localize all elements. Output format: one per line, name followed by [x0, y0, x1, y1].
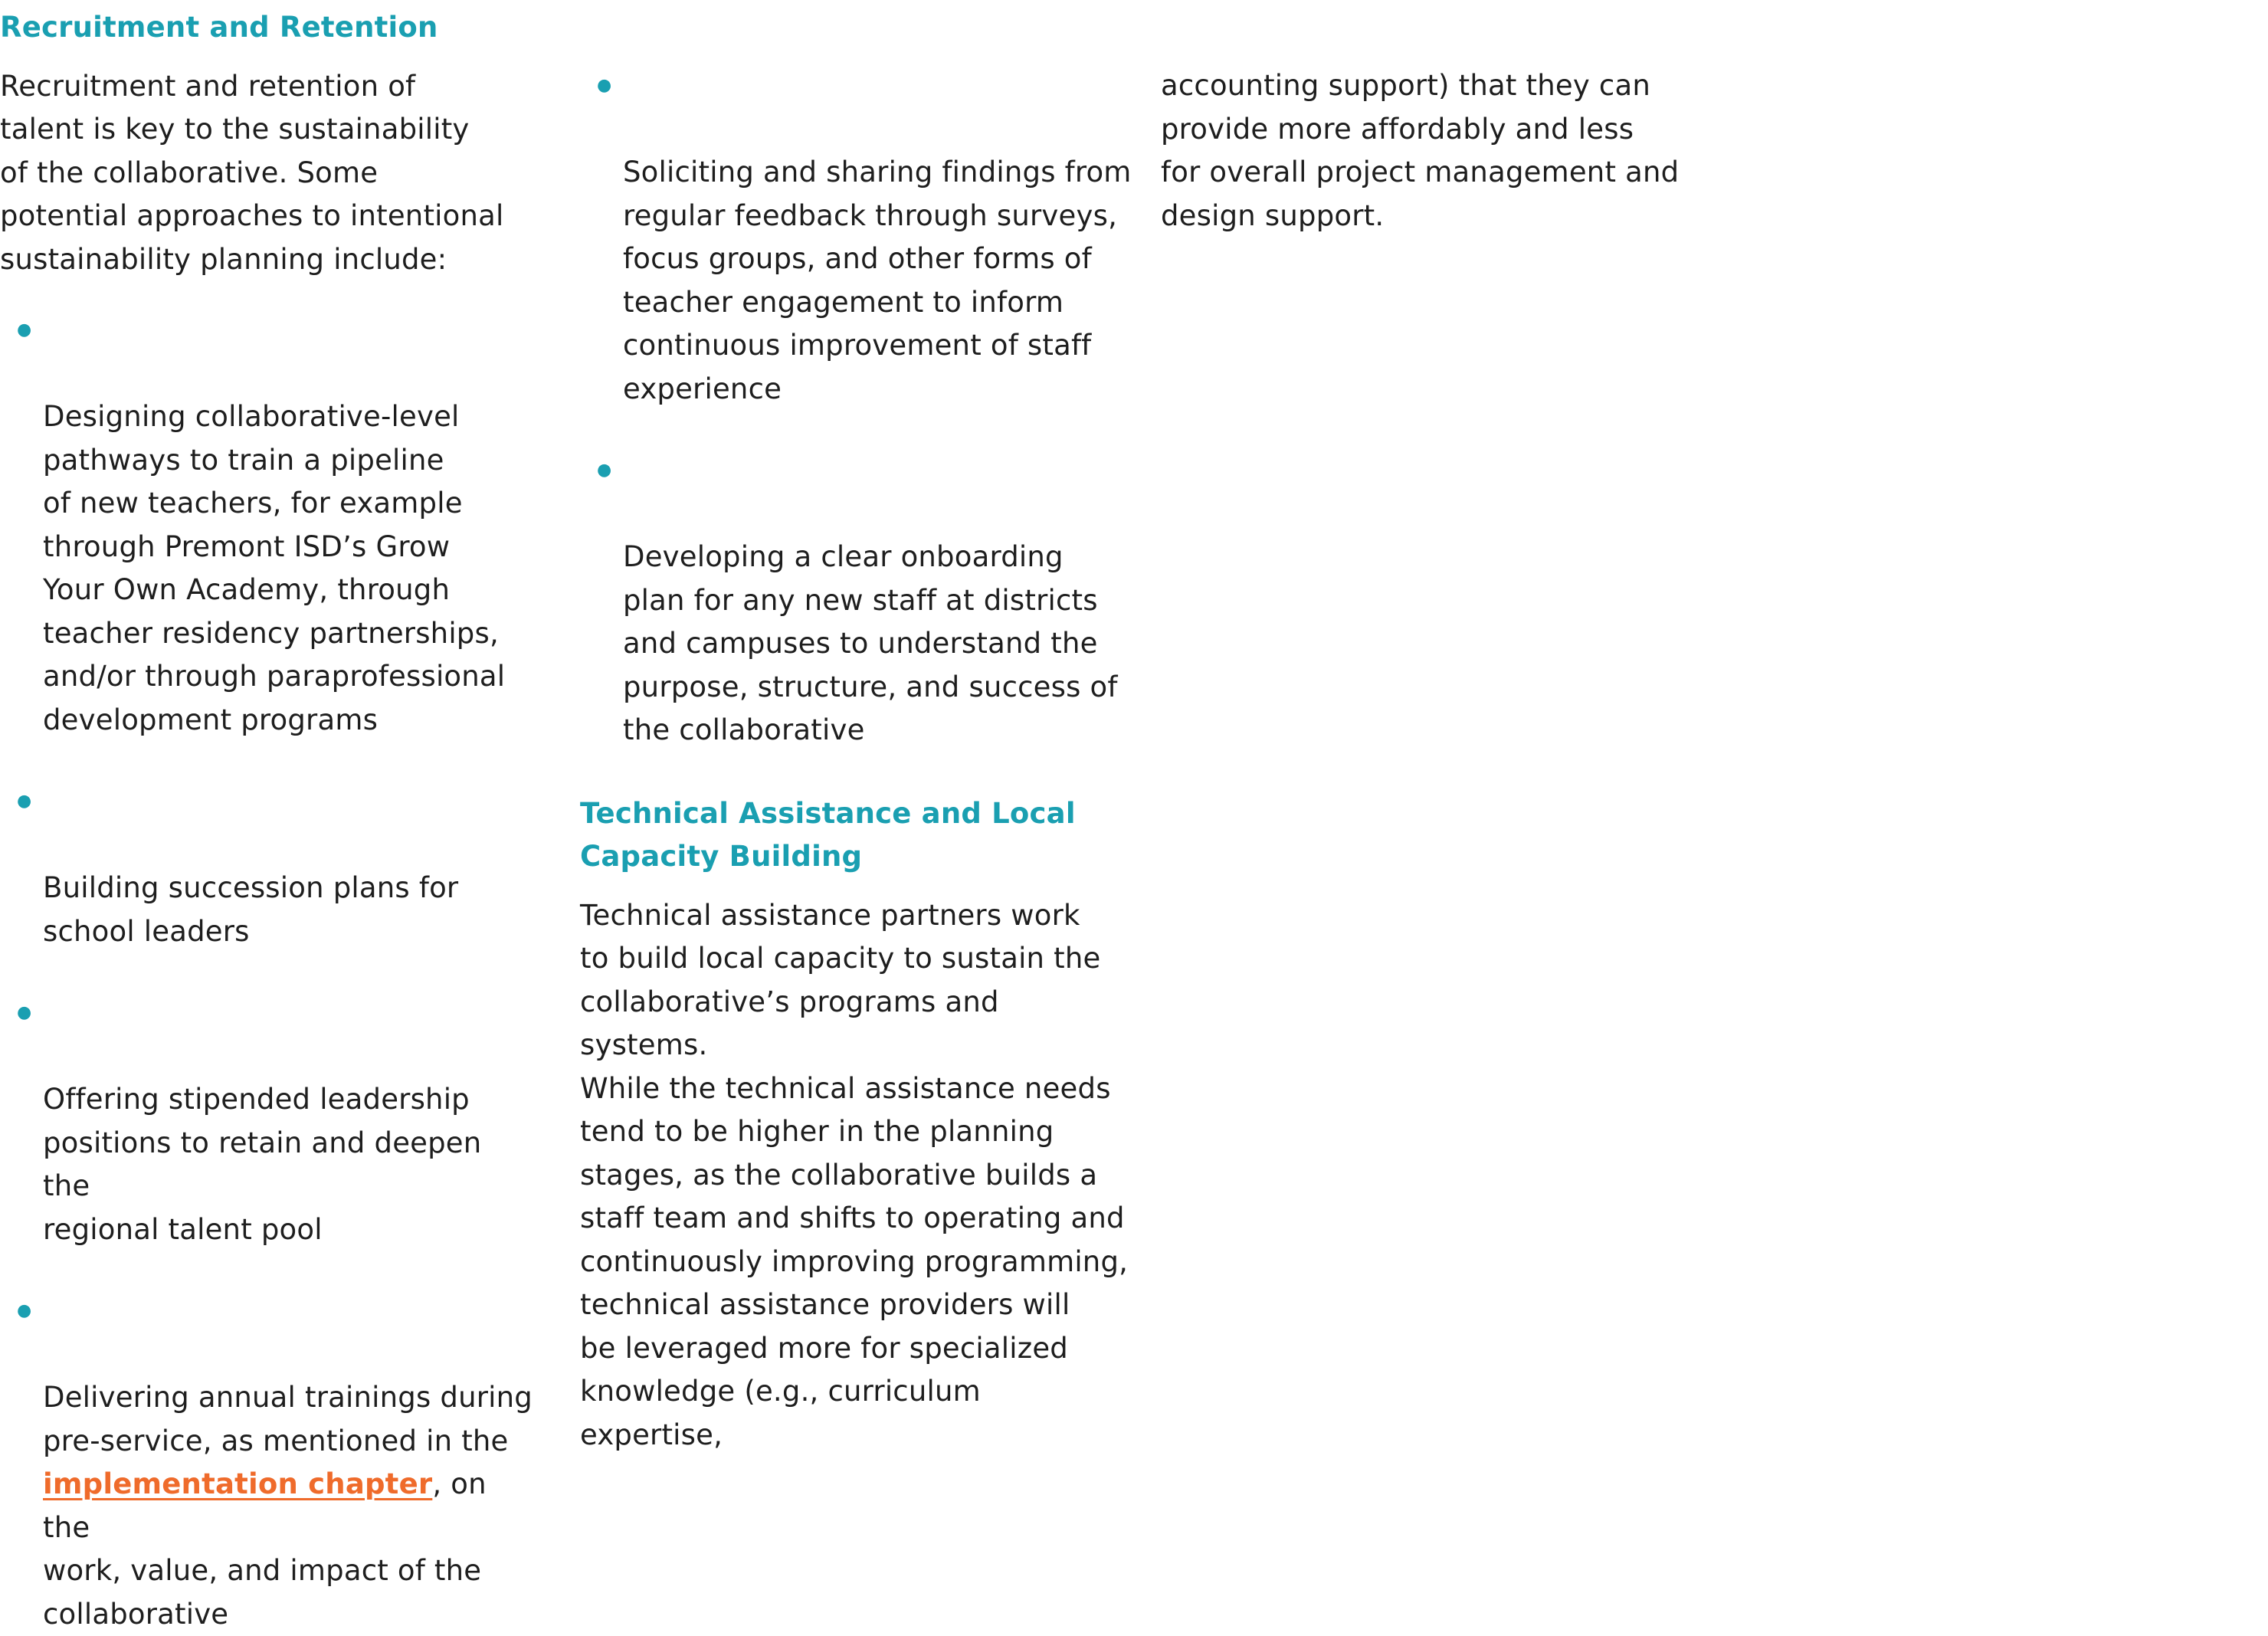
list-item-text: Soliciting and sharing findings from regular feedback through surveys, focus groups, and other forms of teacher engagement to inform continuous improvement of staff experience [623, 156, 1132, 405]
implementation-chapter-link[interactable]: implementation chapter [43, 1467, 433, 1500]
list-item [0, 309, 536, 742]
list-item-text: Offering stipended leadership positions to retain and deepen the regional talent pool [43, 1083, 482, 1246]
bullet-icon: ● [597, 461, 612, 480]
list-item [0, 780, 536, 953]
list-item-text: Designing collaborative-level pathways to train a pipeline of new teachers, for example through Premont ISD’s Grow Your Own Academy, through teacher residency partnerships, and/or through paraprofessional development programs [43, 400, 506, 736]
bullet-icon: ● [17, 1003, 32, 1022]
bullet-icon: ● [597, 76, 612, 95]
list-item-text-before-link: Delivering annual trainings during pre-service, as mentioned in the [43, 1381, 533, 1457]
list-item-text: Building succession plans for school leaders [43, 871, 459, 948]
recruitment-bullet-list [0, 309, 536, 1636]
list-item [0, 1290, 536, 1636]
column-3 [1161, 64, 1712, 238]
list-item [580, 449, 1132, 752]
column-2-bullet-list [580, 64, 1132, 752]
list-item [0, 992, 536, 1251]
bullet-icon: ● [17, 792, 32, 811]
column-2 [580, 0, 1132, 1457]
section-heading-technical-assistance: Technical Assistance and Local Capacity Building [580, 796, 1076, 873]
bullet-icon: ● [17, 1301, 32, 1320]
bullet-icon: ● [17, 320, 32, 339]
recruitment-intro: Recruitment and retention of talent is key to the sustainability of the collaborative. Some potential approaches to intentional sustainability planning include: [0, 69, 504, 276]
column-1 [0, 0, 536, 1636]
technical-assistance-body: Technical assistance partners work to build local capacity to sustain the collaborative’s programs and systems. While the technical assistance needs tend to be higher in the planning stages, as the collaborative builds a staff team and shifts to operating and continuously improving programming, technical assistance providers will be leveraged more for specialized knowledge (e.g., curriculum expertise, [580, 898, 1129, 1451]
section-heading-recruitment: Recruitment and Retention [0, 11, 438, 44]
list-item-text: Developing a clear onboarding plan for any new staff at districts and campuses to understand the purpose, structure, and success of the collaborative [623, 540, 1118, 746]
technical-assistance-continuation: accounting support) that they can provide more affordably and less for overall project management and design support. [1161, 69, 1680, 232]
list-item [580, 64, 1132, 411]
list-item-text-after-link: , on the work, value, and impact of the collaborative [43, 1467, 487, 1631]
